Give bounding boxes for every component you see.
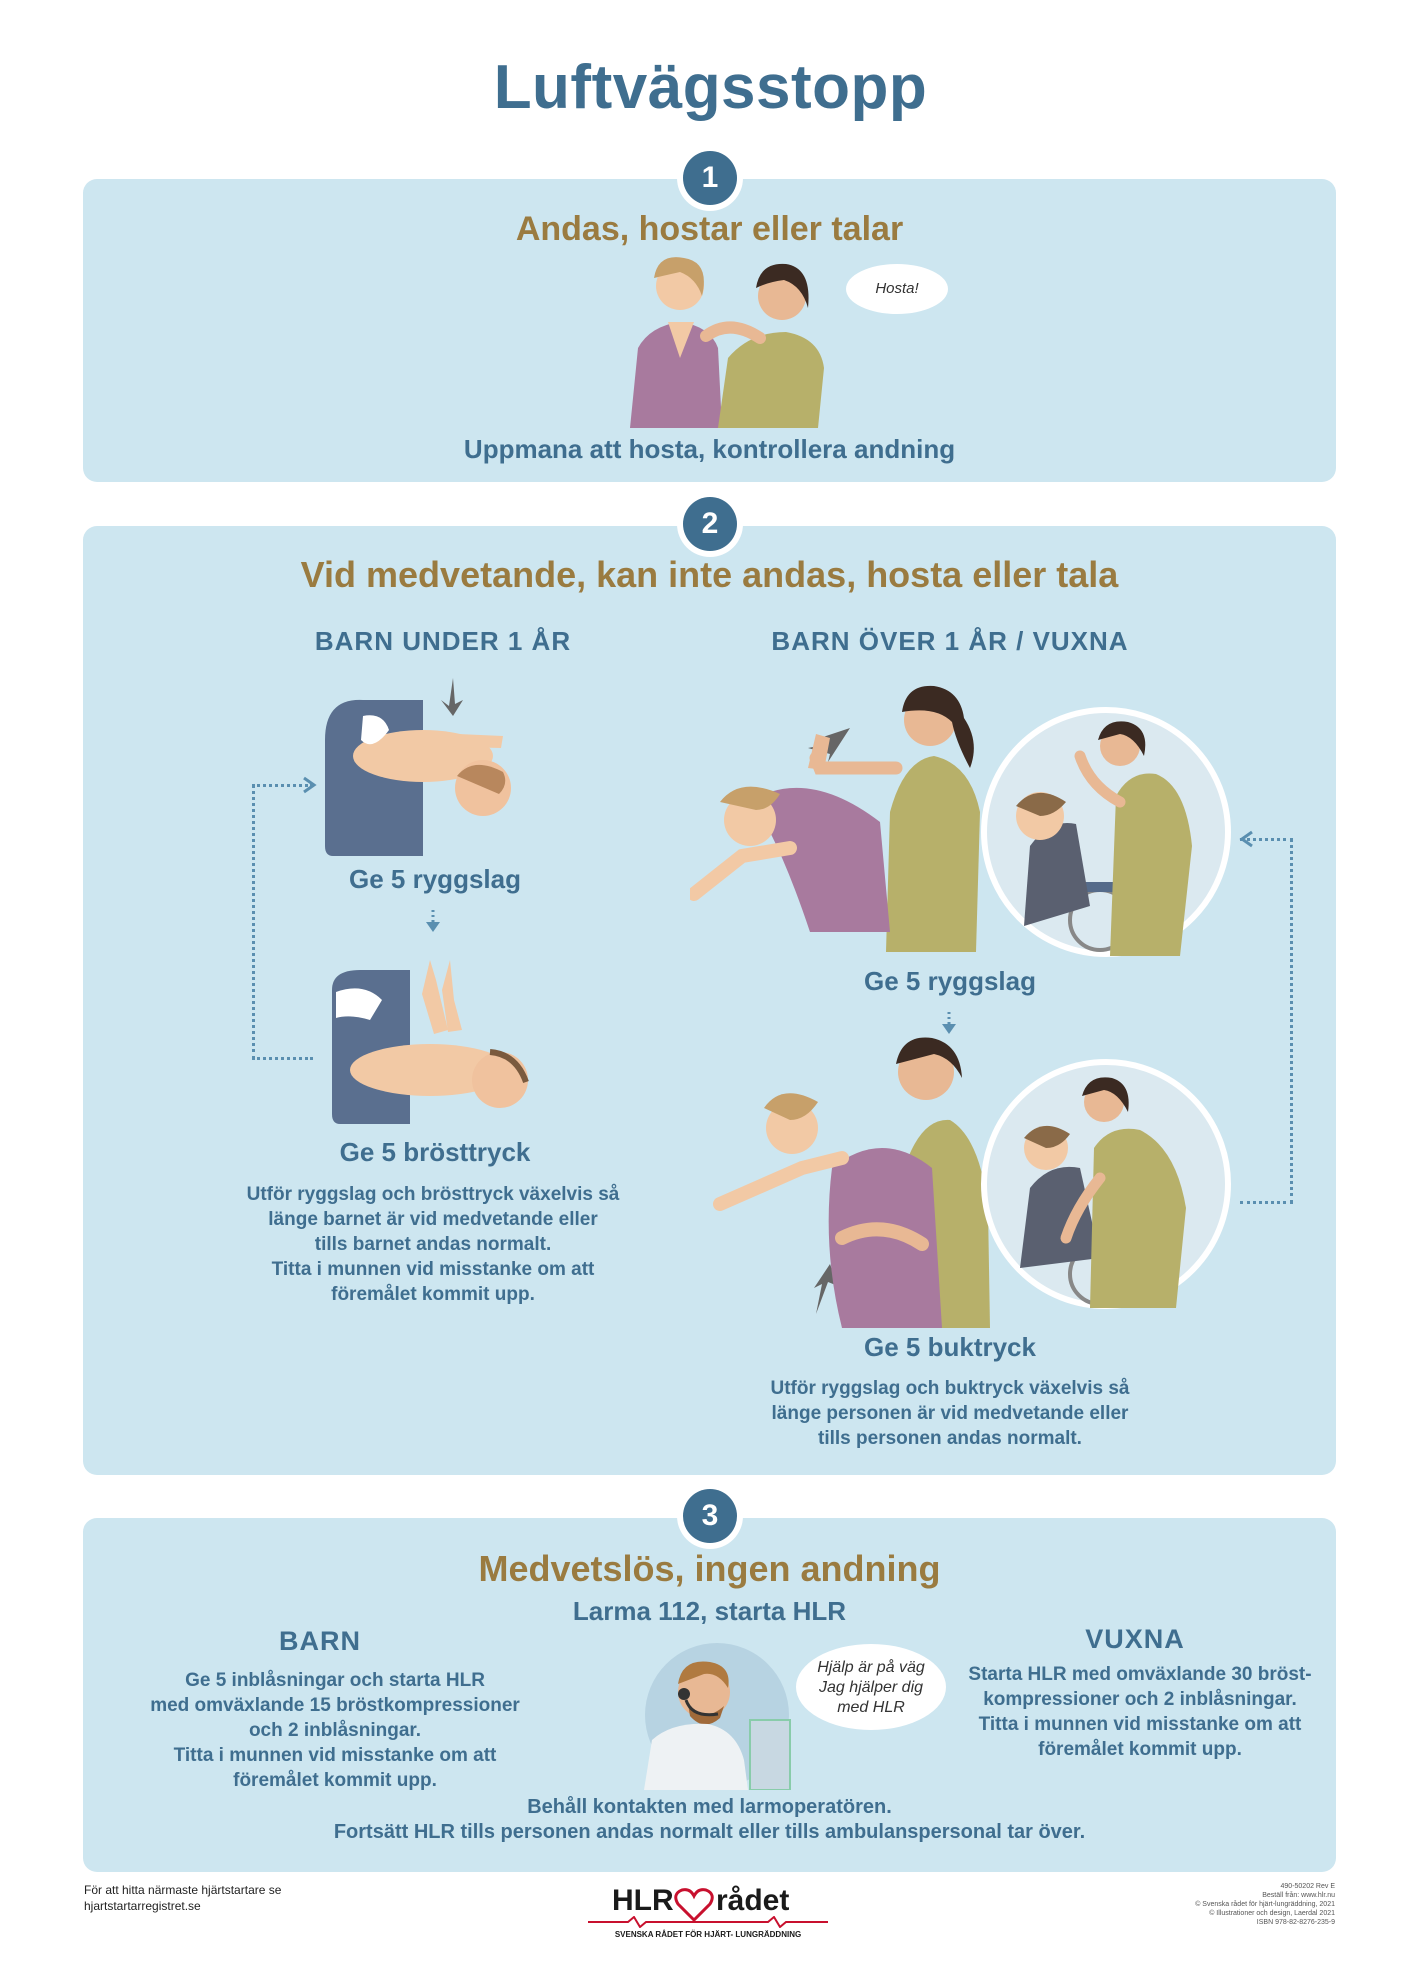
- infant-instruction-line: Utför ryggslag och brösttryck växelvis så: [246, 1184, 620, 1205]
- footer-aed-info: [84, 1882, 281, 1914]
- infant-cycle-dotted-line: [252, 784, 313, 1060]
- page-title: Luftvägsstopp: [493, 53, 928, 122]
- infant-cycle-arrow-icon: [300, 776, 318, 794]
- step3-child-instruction-line: föremålet kommit upp.: [233, 1770, 437, 1791]
- infant-instruction-line: tills barnet andas normalt.: [314, 1234, 552, 1255]
- footer-info-line: © Svenska rådet för hjärt-lungräddning, 2021: [1195, 1901, 1335, 1908]
- step1-illustration: [610, 248, 850, 428]
- adult-cycle-arrow-icon: [1238, 830, 1256, 848]
- footer-aed-line: För att hitta närmaste hjärtstartare se: [84, 1883, 282, 1897]
- step3-adult-instruction-line: Titta i munnen vid misstanke om att: [978, 1714, 1302, 1735]
- step3-footer-line: Behåll kontakten med larmoperatören.: [527, 1796, 892, 1818]
- step3-footer-instructions: [83, 1795, 1336, 1845]
- adult-instruction-line: tills personen andas normalt.: [818, 1428, 1082, 1449]
- dispatcher-illustration: [632, 1640, 802, 1790]
- hlr-logo: [588, 1884, 828, 1944]
- infant-chest-thrusts-label: Ge 5 brösttryck: [339, 1137, 531, 1167]
- step3-footer-line: Fortsätt HLR tills personen andas normalt eller tills ambulanspersonal tar över.: [333, 1821, 1086, 1843]
- step3-child-instruction-line: Ge 5 inblåsningar och starta HLR: [185, 1670, 485, 1691]
- footer-info-line: 490-50202 Rev E: [1280, 1883, 1335, 1890]
- footer-publication-info: [1110, 1882, 1335, 1927]
- footer-aed-link[interactable]: hjartstartarregistret.se: [84, 1899, 201, 1913]
- adult-abdominal-thrusts-label: Ge 5 buktryck: [864, 1332, 1036, 1362]
- infant-instruction-line: länge barnet är vid medvetande eller: [268, 1209, 598, 1230]
- step3-child-title: BARN: [279, 1626, 361, 1656]
- ecg-line-icon: [588, 1916, 828, 1928]
- footer-info-line: ISBN 978-82-8276-235-9: [1256, 1919, 1335, 1926]
- step3-child-instruction-line: med omväxlande 15 bröstkompressioner: [150, 1695, 520, 1716]
- step3-adult-instruction-line: kompressioner och 2 inblåsningar.: [983, 1689, 1297, 1710]
- infant-instruction-line: Titta i munnen vid misstanke om att: [271, 1259, 595, 1280]
- adult-instruction-line: länge personen är vid medvetande eller: [771, 1403, 1129, 1424]
- hlr-logo-tagline: SVENSKA RÅDET FÖR HJÄRT- LUNGRÄDDNING: [614, 1930, 802, 1939]
- adult-back-blows-wheelchair-illustration: [980, 706, 1232, 958]
- step1-speech-bubble: [846, 264, 948, 314]
- step1-speech-text: Hosta!: [875, 280, 919, 297]
- adult-section-title: BARN ÖVER 1 ÅR / VUXNA: [771, 626, 1129, 656]
- adult-back-blows-illustration: [690, 672, 990, 956]
- step1-caption: Uppmana att hosta, kontrollera andning: [463, 434, 956, 464]
- adult-instructions: [745, 1376, 1155, 1451]
- adult-instruction-line: Utför ryggslag och buktryck växelvis så: [770, 1378, 1130, 1399]
- step3-number-badge: 3: [683, 1489, 737, 1543]
- infant-section-title: BARN UNDER 1 ÅR: [314, 626, 572, 656]
- footer-info-line: Beställ från: www.hlr.nu: [1262, 1892, 1335, 1899]
- step3-heading: Medvetslös, ingen andning: [478, 1548, 941, 1589]
- step3-child-instruction-line: Titta i munnen vid misstanke om att: [173, 1745, 497, 1766]
- step3-adult-instruction-line: föremålet kommit upp.: [1038, 1739, 1242, 1760]
- adult-abdominal-thrusts-illustration: [712, 1028, 1012, 1328]
- hlr-logo-left: HLR: [612, 1884, 674, 1917]
- step1-number-badge: 1: [683, 151, 737, 205]
- step2-number-badge: 2: [683, 497, 737, 551]
- step3-speech-bubble: [796, 1644, 946, 1730]
- step3-child-instruction-line: och 2 inblåsningar.: [248, 1720, 422, 1741]
- step3-subheading: Larma 112, starta HLR: [572, 1596, 847, 1626]
- adult-cycle-dotted-line: [1240, 838, 1293, 1204]
- step2-heading: Vid medvetande, kan inte andas, hosta eller tala: [300, 554, 1119, 595]
- step1-heading: Andas, hostar eller talar: [515, 210, 904, 248]
- infant-chest-thrusts-illustration: [330, 960, 530, 1124]
- infant-back-blows-illustration: [323, 676, 533, 856]
- infant-step-arrow-down: [425, 910, 441, 934]
- step3-speech-line: med HLR: [837, 1699, 905, 1716]
- step3-speech-line: Hjälp är på väg: [817, 1659, 925, 1676]
- infant-instructions: [228, 1182, 638, 1307]
- step3-child-instructions: [125, 1668, 545, 1793]
- adult-abdominal-thrusts-wheelchair-illustration: [980, 1058, 1232, 1310]
- infant-instruction-line: föremålet kommit upp.: [331, 1284, 535, 1305]
- step3-adult-instruction-line: Starta HLR med omväxlande 30 bröst-: [968, 1664, 1312, 1685]
- footer-info-line: © Illustrationer och design, Laerdal 2021: [1209, 1910, 1335, 1917]
- step3-speech-line: Jag hjälper dig: [818, 1679, 924, 1696]
- hlr-logo-right: rådet: [716, 1884, 790, 1917]
- step3-adult-instructions: [930, 1662, 1350, 1762]
- infant-back-blows-label: Ge 5 ryggslag: [349, 864, 521, 894]
- adult-back-blows-label: Ge 5 ryggslag: [864, 966, 1036, 996]
- step3-adult-title: VUXNA: [1085, 1624, 1185, 1654]
